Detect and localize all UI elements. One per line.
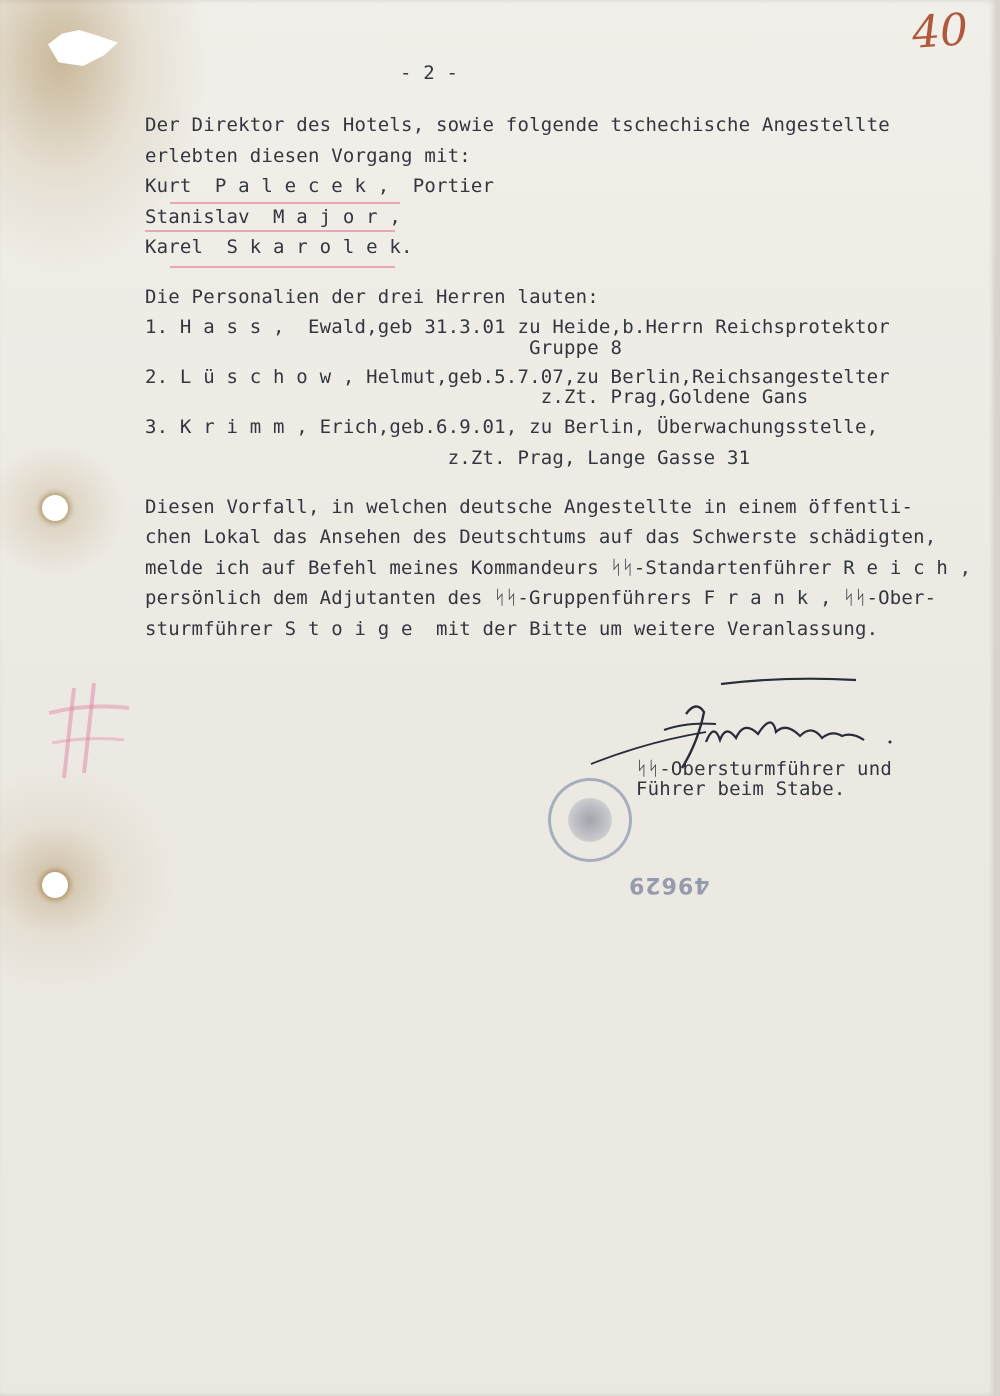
employee-line-3: Karel S k a r o l e k.: [145, 236, 413, 258]
pink-underline: [145, 230, 395, 232]
stamp-emblem: [568, 798, 612, 842]
punch-hole: [42, 872, 68, 898]
person-2-line-2: z.Zt. Prag,Goldene Gans: [145, 386, 809, 408]
person-3-line-1: 3. K r i m m , Erich,geb.6.9.01, zu Berlin, Überwachungsstelle,: [145, 416, 879, 438]
pink-underline: [170, 202, 400, 204]
employee-line-2: Stanislav M a j o r ,: [145, 206, 402, 228]
torn-corner: [48, 30, 118, 66]
report-line-3: melde ich auf Befehl meines Kommandeurs ᛋᛋ-Standartenführer R e i c h ,: [145, 557, 972, 579]
report-line-4: persönlich dem Adjutanten des ᛋᛋ-Gruppenführers F r a n k , ᛋᛋ-Ober-: [145, 587, 937, 609]
signature-rank-line-2: Führer beim Stabe.: [636, 778, 846, 800]
person-1-line-2: Gruppe 8: [145, 337, 623, 359]
person-1-line-1: 1. H a s s , Ewald,geb 31.3.01 zu Heide,b.Herrn Reichsprotektor: [145, 316, 890, 338]
page-number: - 2 -: [400, 62, 459, 84]
pink-pencil-mark: [44, 668, 134, 798]
body-line-2: erlebten diesen Vorgang mit:: [145, 145, 471, 167]
person-3-line-2: z.Zt. Prag, Lange Gasse 31: [145, 447, 751, 469]
report-line-1: Diesen Vorfall, in welchen deutsche Angestellte in einem öffentli-: [145, 496, 914, 518]
round-stamp: [548, 778, 632, 862]
report-line-2: chen Lokal das Ansehen des Deutschtums auf das Schwerste schädigten,: [145, 526, 937, 548]
personalien-heading: Die Personalien der drei Herren lauten:: [145, 286, 599, 308]
pink-underline: [170, 266, 395, 268]
punch-hole: [42, 495, 68, 521]
employee-line-1: Kurt P a l e c e k , Portier: [145, 175, 495, 197]
body-line-1: Der Direktor des Hotels, sowie folgende tschechische Angestellte: [145, 114, 890, 136]
signature-rank-line-1: ᛋᛋ-Obersturmführer und: [636, 758, 892, 780]
person-2-line-1: 2. L ü s c h o w , Helmut,geb.5.7.07,zu Berlin,Reichsangestelter: [145, 366, 890, 388]
report-line-5: sturmführer S t o i g e mit der Bitte um weitere Veranlassung.: [145, 618, 879, 640]
handwritten-page-number: 40: [910, 4, 970, 59]
archive-number-stamp: 49629: [628, 872, 710, 897]
